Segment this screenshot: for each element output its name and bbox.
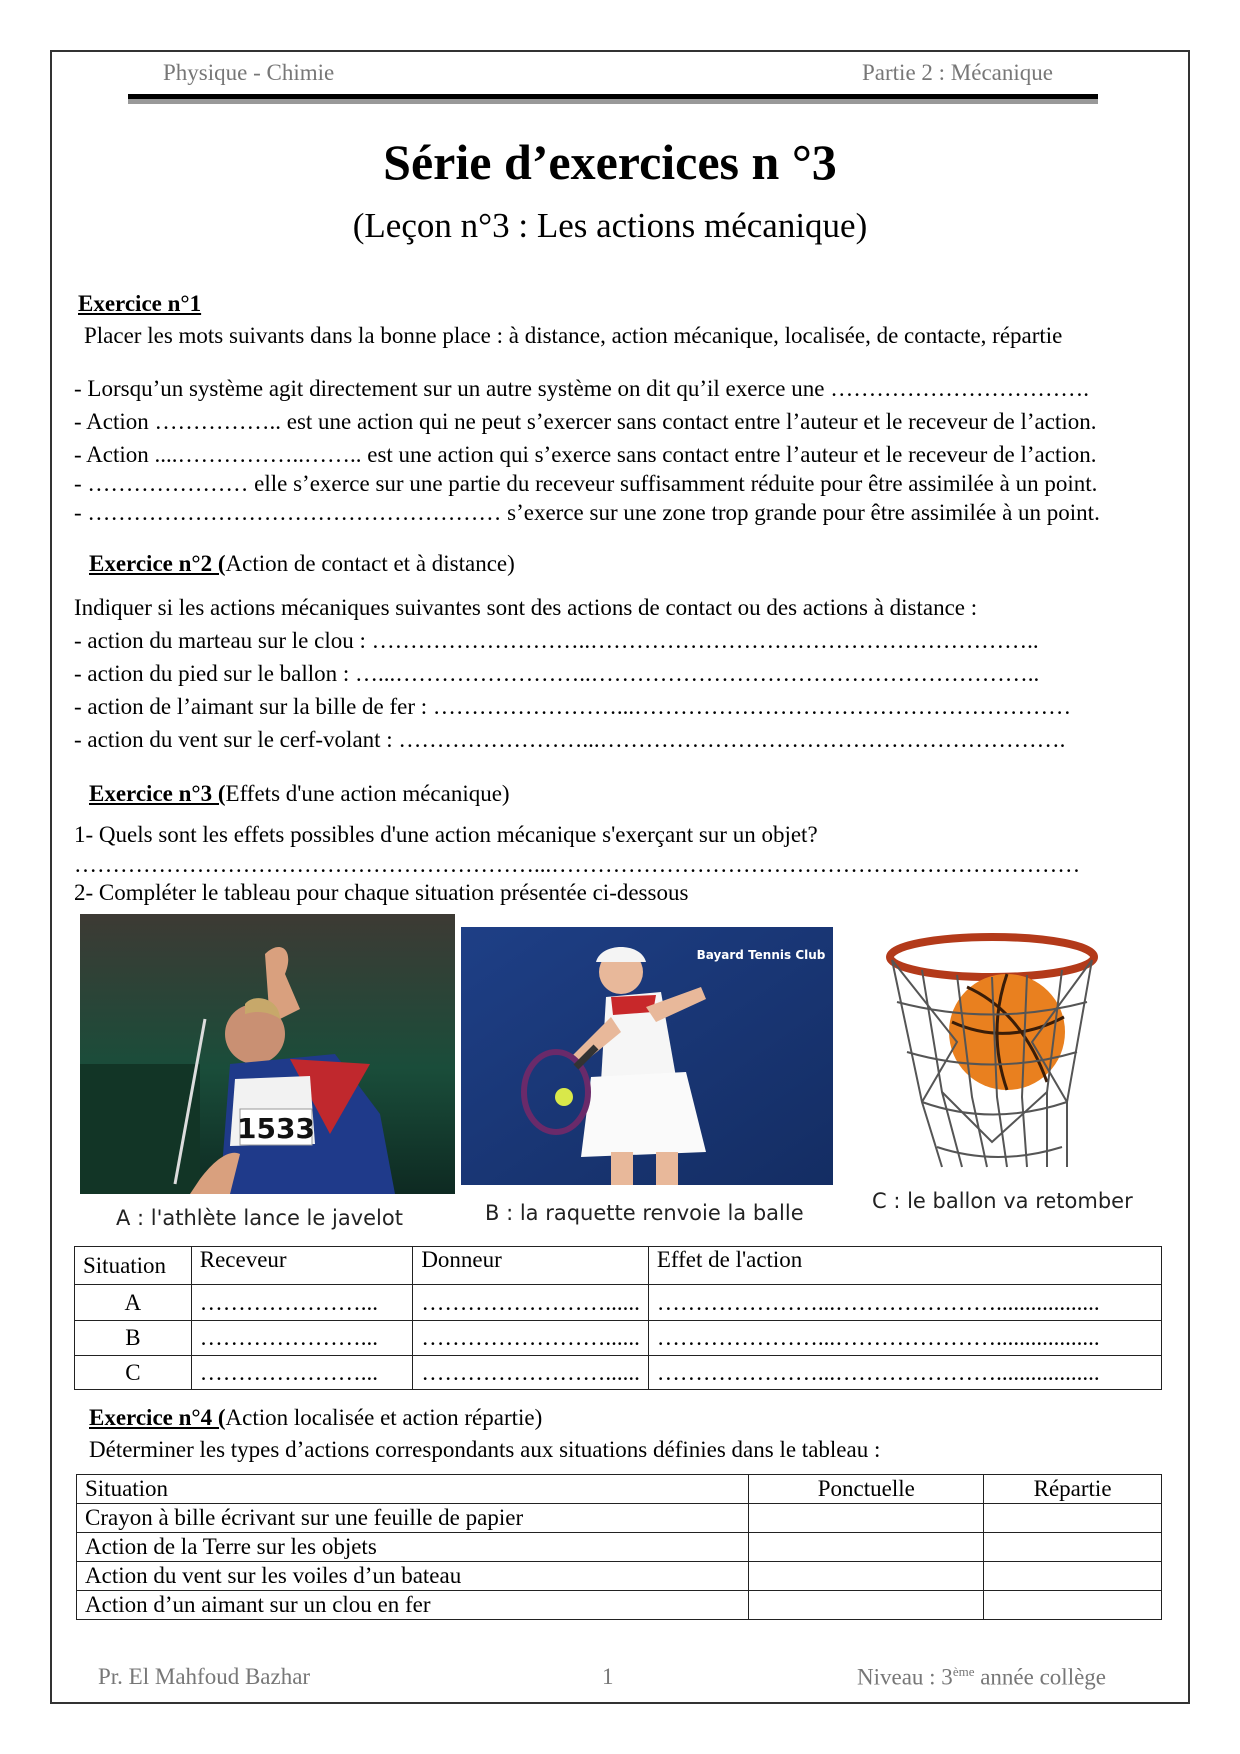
table-row: C …………………... ……………………...... …………………...………………….................. xyxy=(75,1356,1162,1390)
ex4-instruction: Déterminer les types d’actions correspondants aux situations définies dans le tableau : xyxy=(89,1437,881,1462)
table-row: B …………………... ……………………...... …………………...………………….................. xyxy=(75,1321,1162,1356)
ex3-answer-dots: ……………………………………………………...…………………………………………………………… xyxy=(74,852,1081,877)
table-row: Action du vent sur les voiles d’un bateau xyxy=(77,1562,1162,1591)
ex3-th-receveur: Receveur xyxy=(191,1247,413,1285)
ex1-line-4: - ………………… elle s’exerce sur une partie du receveur suffisamment réduite pour être assimilée à un point. xyxy=(74,471,1098,496)
ex1-line-2: - Action …………….. est une action qui ne peut s’exercer sans contact entre l’auteur et le receveur de l’action. xyxy=(74,409,1097,434)
ex2-line-4: - action du vent sur le cerf-volant : ……………………...……………………………………………………. xyxy=(74,727,1066,752)
header-rule xyxy=(128,94,1098,99)
ex3-th-effet: Effet de l'action xyxy=(648,1247,1161,1285)
image-javelin-athlete xyxy=(80,914,455,1194)
ex1-heading: Exercice n°1 xyxy=(78,291,202,316)
page-subtitle: (Leçon n°3 : Les actions mécanique) xyxy=(352,206,868,245)
ex4-th-repartie: Répartie xyxy=(984,1475,1162,1504)
ex4-heading: Exercice n°4 (Action localisée et action répartie) xyxy=(89,1405,543,1430)
ex3-question-2: 2- Compléter le tableau pour chaque situation présentée ci-dessous xyxy=(74,880,689,905)
ex2-line-3: - action de l’aimant sur la bille de fer : ……………………...………………………………………………… xyxy=(74,694,1072,719)
ex2-heading: Exercice n°2 (Action de contact et à distance) xyxy=(89,551,515,576)
ex4-table xyxy=(76,1474,1162,1620)
table-row: Crayon à bille écrivant sur une feuille de papier xyxy=(77,1504,1162,1533)
caption-b: B : la raquette renvoie la balle xyxy=(485,1201,804,1225)
image-tennis-player xyxy=(461,927,833,1185)
ex4-th-situation: Situation xyxy=(77,1475,749,1504)
ex3-heading: Exercice n°3 (Effets d'une action mécanique) xyxy=(89,781,510,806)
table-row: A …………………... ……………………...... …………………...………………….................. xyxy=(75,1285,1162,1321)
ex2-line-2: - action du pied sur le ballon : …...……………………..………………………………………………….. xyxy=(74,661,1040,686)
page-title: Série d’exercices n °3 xyxy=(383,134,837,190)
ex1-line-1: - Lorsqu’un système agit directement sur un autre système on dit qu’il exerce une ……………………………. xyxy=(74,376,1089,401)
ex2-line-1: - action du marteau sur le clou : ………………………..………………………………………………….. xyxy=(74,628,1039,653)
caption-a: A : l'athlète lance le javelot xyxy=(116,1206,403,1230)
ex4-th-ponctuelle: Ponctuelle xyxy=(749,1475,984,1504)
footer-author: Pr. El Mahfoud Bazhar xyxy=(98,1664,311,1689)
footer-page-number: 1 xyxy=(602,1664,614,1689)
ex1-instruction: Placer les mots suivants dans la bonne place : à distance, action mécanique, localisée, de contacte, répartie xyxy=(84,323,1063,348)
ex3-table xyxy=(74,1246,1162,1390)
ex2-instruction: Indiquer si les actions mécaniques suivantes sont des actions de contact ou des actions à distance : xyxy=(74,595,978,620)
tennis-club-label: Bayard Tennis Club xyxy=(696,948,826,962)
ex1-line-3: - Action ....……………..…….. est une action qui s’exerce sans contact entre l’auteur et le receveur de l’action. xyxy=(74,442,1097,467)
ex1-line-5: - ……………………………………………… s’exerce sur une zone trop grande pour être assimilée à un point. xyxy=(74,500,1100,525)
ex3-th-donneur: Donneur xyxy=(413,1247,649,1285)
table-row: Action de la Terre sur les objets xyxy=(77,1533,1162,1562)
footer-level: Niveau : 3ème année collège xyxy=(857,1664,1106,1690)
table-row: Action d’un aimant sur un clou en fer xyxy=(77,1591,1162,1620)
ex3-question-1: 1- Quels sont les effets possibles d'une action mécanique s'exerçant sur un objet? xyxy=(74,822,818,847)
caption-c: C : le ballon va retomber xyxy=(872,1189,1133,1213)
bib-number: 1533 xyxy=(237,1112,315,1145)
header-subject: Physique - Chimie xyxy=(163,60,335,85)
header-part: Partie 2 : Mécanique xyxy=(862,60,1053,85)
image-basketball-hoop xyxy=(882,932,1102,1177)
ex3-th-situation: Situation xyxy=(75,1247,192,1285)
